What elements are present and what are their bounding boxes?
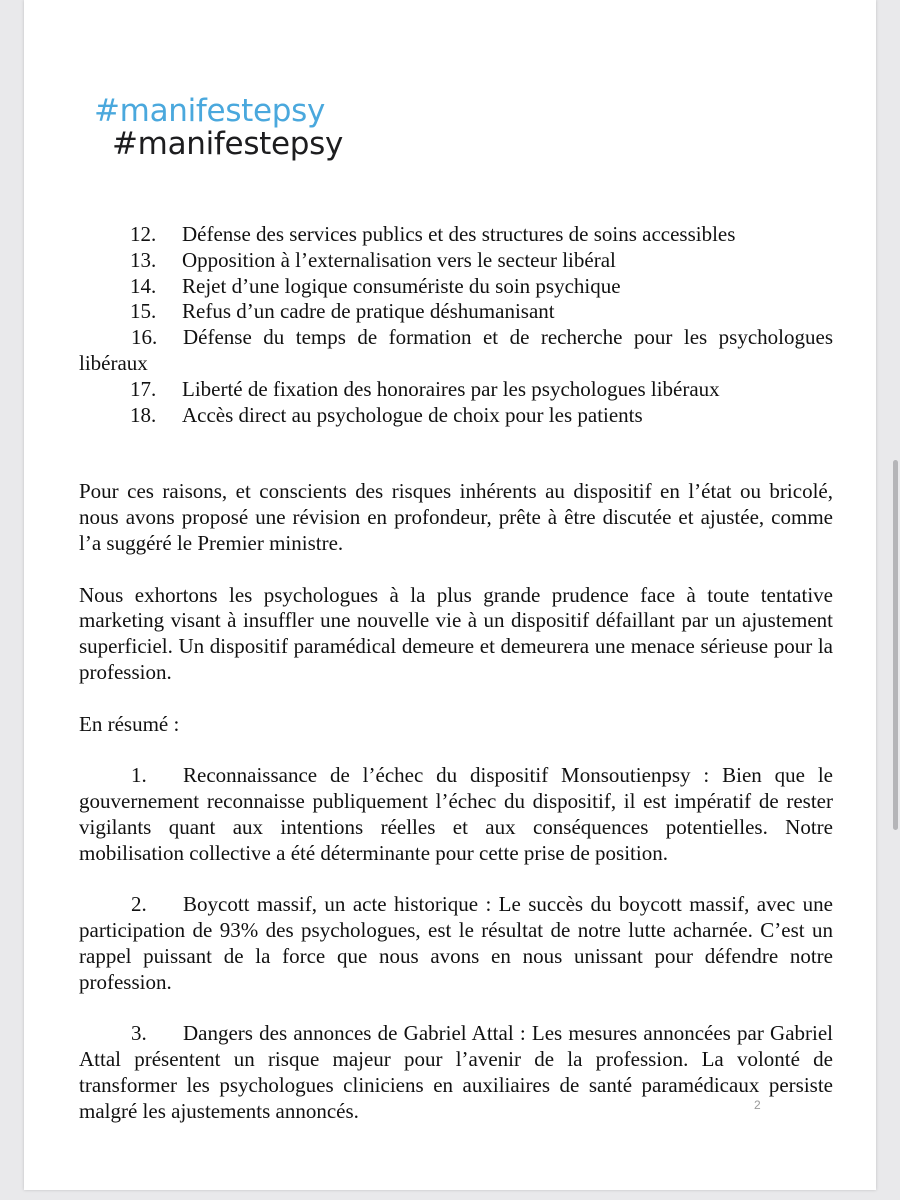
list-item-16: 16. Défense du temps de formation et de recherche pour les psychologues libéraux [79, 325, 833, 375]
list-item-12: 12. Défense des services publics et des structures de soins accessibles [130, 222, 736, 246]
document-page [24, 0, 876, 1190]
paragraph-reasons: Pour ces raisons, et conscients des risques inhérents au dispositif en l’état ou bricolé, nous avons proposé une révision en profondeur, prête à être discutée et ajustée, comme l’a suggéré le Premier ministre. [79, 479, 833, 555]
list-item-14: 14. Rejet d’une logique consumériste du soin psychique [130, 273, 621, 298]
list-item-13: 13. Opposition à l’externalisation vers le secteur libéral [130, 247, 616, 272]
summary-heading: En résumé : [79, 711, 180, 736]
summary-item-1: 1. Reconnaissance de l’échec du dispositif Monsoutienpsy : Bien que le gouvernement reconnaisse publiquement l’échec du dispositif, il est impératif de rester vigilants quant aux intentions réelles et aux conséquences potentielles. Notre mobilisation collective a été déterminante pour cette prise de position. [79, 763, 833, 865]
scrollbar[interactable] [893, 460, 898, 830]
page-content [79, 222, 833, 1124]
logo-line-blue: #manifestepsy [94, 93, 326, 129]
list-item-17: 17. Liberté de fixation des honoraires par les psychologues libéraux [130, 376, 720, 401]
page-number: 2 [754, 1098, 761, 1112]
summary-item-3: 3. Dangers des annonces de Gabriel Attal : Les mesures annoncées par Gabriel Attal présentent un risque majeur pour l’avenir de la profession. La volonté de transformer les psychologues cliniciens en auxiliaires de santé paramédicaux persiste malgré les ajustements annoncés. [79, 1021, 833, 1123]
logo-line-black: #manifestepsy [112, 126, 344, 162]
list-item-18: 18. Accès direct au psychologue de choix pour les patients [130, 402, 643, 427]
paragraph-exhort: Nous exhortons les psychologues à la plus grande prudence face à toute tentative marketing visant à insuffler une nouvelle vie à un dispositif défaillant par un ajustement superficiel. Un dispositif paramédical demeure et demeurera une menace sérieuse pour la profession. [79, 582, 833, 684]
summary-item-2: 2. Boycott massif, un acte historique : Le succès du boycott massif, avec une participation de 93% des psychologues, est le résultat de notre lutte acharnée. C’est un rappel puissant de la force que nous avons en nous unissant pour défendre notre profession. [79, 892, 833, 994]
list-item-15: 15. Refus d’un cadre de pratique déshumanisant [130, 299, 555, 324]
